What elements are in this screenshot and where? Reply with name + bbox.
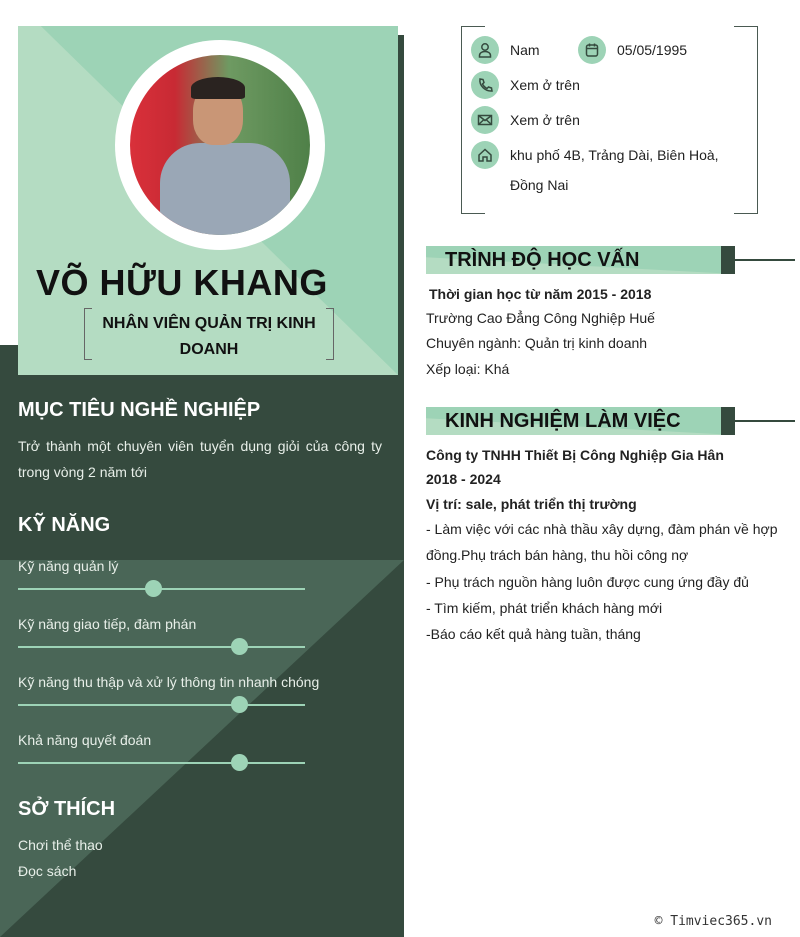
footer-credit: © Timviec365.vn	[654, 914, 772, 929]
experience-line: -Báo cáo kết quả hàng tuần, tháng	[426, 626, 641, 642]
education-period: Thời gian học từ năm 2015 - 2018	[429, 286, 652, 302]
education-header	[426, 246, 735, 274]
hobbies-title: SỞ THÍCH	[18, 798, 116, 820]
contact-address	[471, 141, 751, 200]
objective-title: MỤC TIÊU NGHỀ NGHIỆP	[18, 399, 261, 421]
divider	[735, 420, 795, 422]
contact-email	[471, 106, 580, 134]
sidebar-shadow	[398, 35, 404, 355]
experience-period: 2018 - 2024	[426, 471, 501, 487]
mail-icon	[471, 106, 499, 134]
contact-birthday	[578, 36, 687, 64]
address-value: khu phố 4B, Trảng Dài, Biên Hoà, Đồng Nai	[510, 147, 719, 193]
job-title: NHÂN VIÊN QUẢN TRỊ KINH DOANH	[102, 315, 316, 358]
divider	[735, 259, 795, 261]
experience-company: Công ty TNHH Thiết Bị Công Nghiệp Gia Hân	[426, 447, 724, 463]
skill-level-knob	[231, 696, 248, 713]
skill-level-bar	[18, 704, 305, 706]
contact-gender	[471, 36, 540, 64]
skill-level-knob	[231, 638, 248, 655]
skill-label: Khả năng quyết đoán	[18, 732, 152, 748]
contact-phone	[471, 71, 580, 99]
user-icon	[471, 36, 499, 64]
skills-title: KỸ NĂNG	[18, 514, 111, 536]
skill-label: Kỹ năng giao tiếp, đàm phán	[18, 616, 197, 632]
education-grade: Xếp loại: Khá	[426, 361, 510, 377]
calendar-icon	[578, 36, 606, 64]
candidate-name: VÕ HỮU KHANG	[36, 262, 328, 303]
experience-line: - Phụ trách nguồn hàng luôn được cung ứng đầy đủ	[426, 574, 749, 590]
skill-level-bar	[18, 646, 305, 648]
skill-level-bar	[18, 588, 305, 590]
skill-level-knob	[231, 754, 248, 771]
experience-line: - Làm việc với các nhà thầu xây dựng, đàm phán về hợp đồng.Phụ trách bán hàng, thu hồi công nợ	[426, 521, 778, 563]
hobby-item: Đọc sách	[18, 863, 77, 879]
skill-level-knob	[145, 580, 162, 597]
skill-level-bar	[18, 762, 305, 764]
gender-value: Nam	[510, 42, 540, 58]
experience-position: Vị trí: sale, phát triển thị trường	[426, 496, 637, 512]
birthday-value: 05/05/1995	[617, 42, 688, 58]
contact-box	[461, 26, 758, 214]
education-title: TRÌNH ĐỘ HỌC VẤN	[445, 249, 640, 271]
education-major: Chuyên ngành: Quản trị kinh doanh	[426, 335, 648, 351]
experience-header	[426, 407, 735, 435]
experience-title: KINH NGHIỆM LÀM VIỆC	[445, 410, 681, 432]
phone-value: Xem ở trên	[510, 77, 580, 93]
home-icon	[471, 141, 499, 169]
hobby-item: Chơi thể thao	[18, 837, 103, 853]
objective-text: Trở thành một chuyên viên tuyển dụng giỏi của công ty trong vòng 2 năm tới	[18, 438, 382, 480]
avatar	[115, 40, 325, 250]
skill-label: Kỹ năng thu thập và xử lý thông tin nhanh chóng	[18, 674, 320, 690]
email-value: Xem ở trên	[510, 112, 580, 128]
phone-icon	[471, 71, 499, 99]
skill-label: Kỹ năng quản lý	[18, 558, 119, 574]
education-school: Trường Cao Đẳng Công Nghiệp Huế	[426, 310, 655, 326]
experience-line: - Tìm kiếm, phát triển khách hàng mới	[426, 600, 663, 616]
